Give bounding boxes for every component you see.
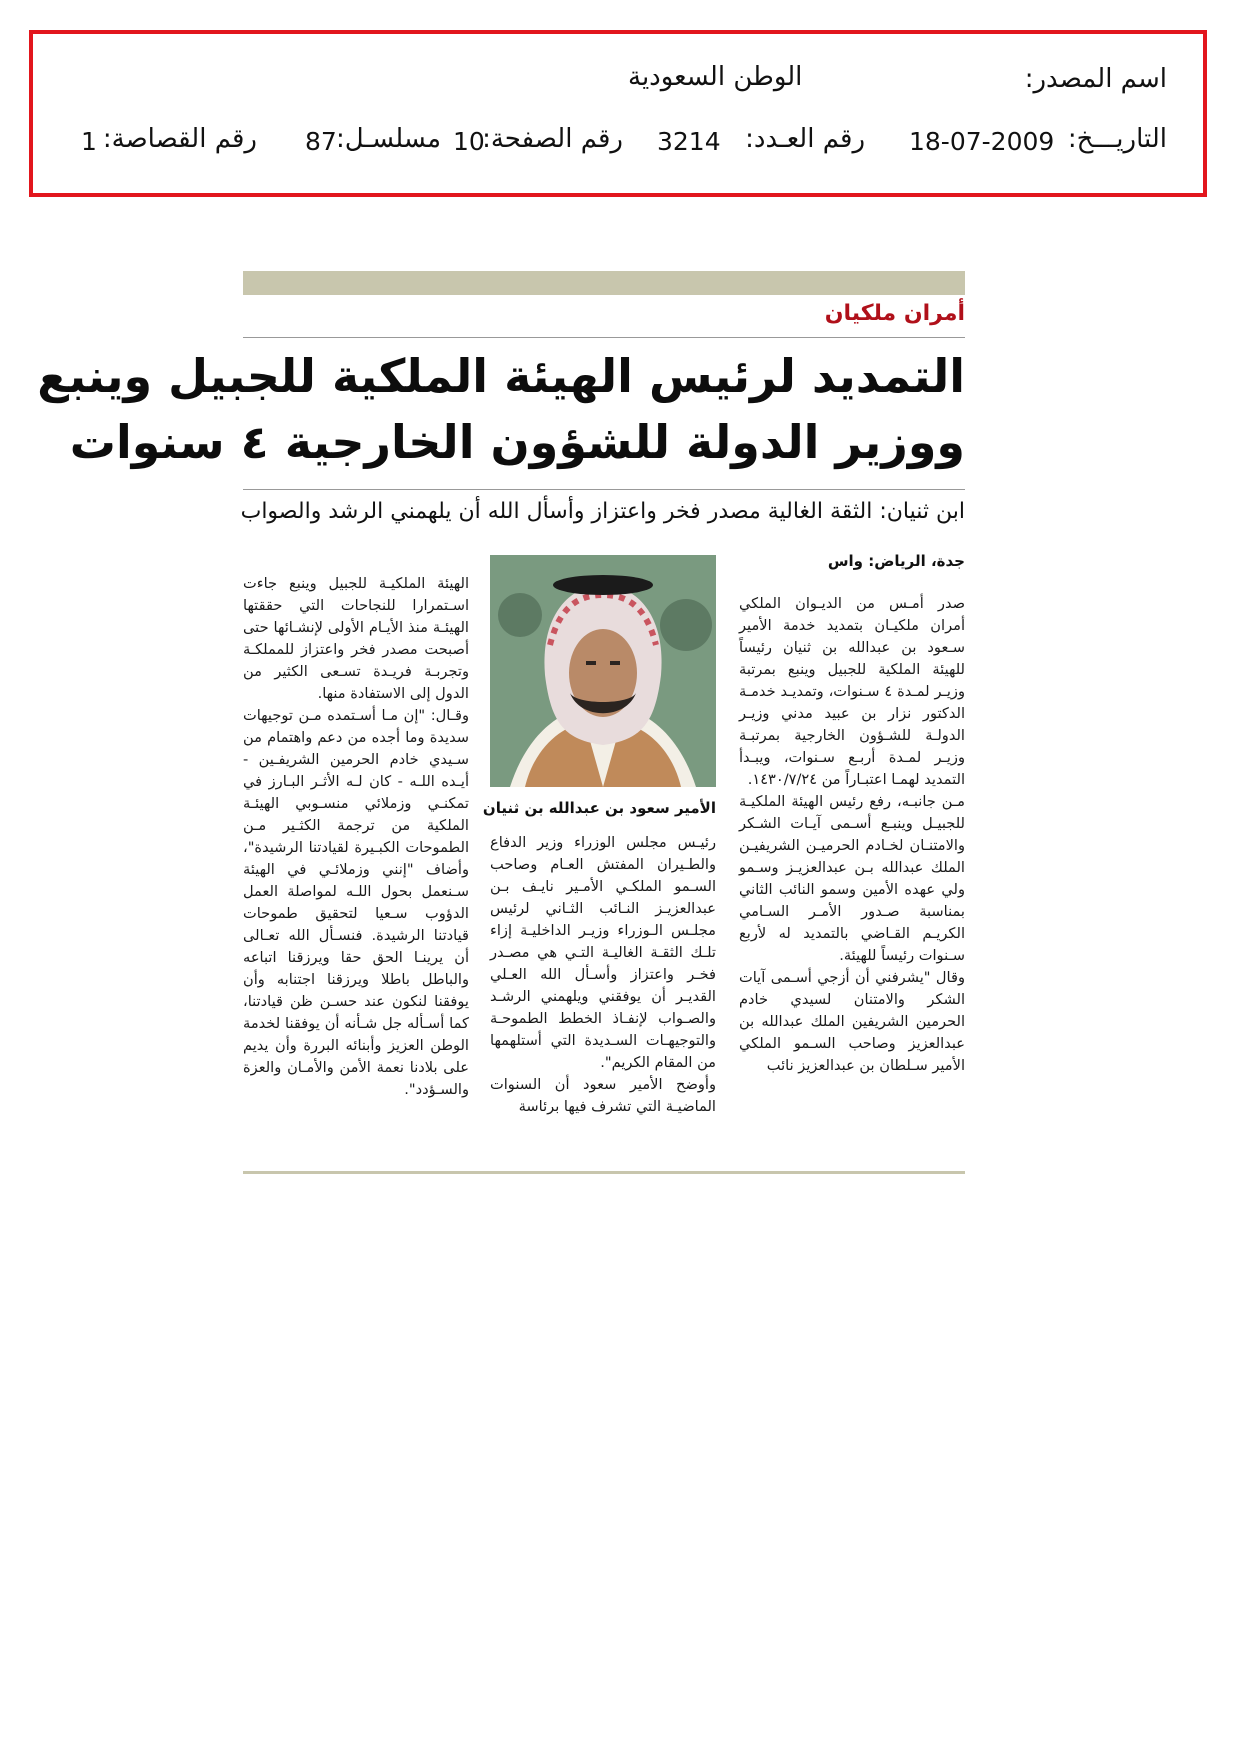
bottom-rule: [243, 1171, 965, 1174]
serial-value: 87: [305, 127, 337, 156]
page-value: 10: [453, 127, 485, 156]
source-value: الوطن السعودية: [628, 62, 803, 92]
date-label: التاريـــخ:: [1067, 124, 1167, 154]
article-kicker: أمران ملكيان: [824, 301, 965, 326]
article-dateline: جدة، الرياض: واس: [827, 552, 965, 570]
source-label: اسم المصدر:: [1024, 64, 1167, 94]
article-subhead: ابن ثنيان: الثقة الغالية مصدر فخر واعتزاز وأسأل الله أن يلهمني الرشد والصواب: [240, 499, 965, 524]
headline-line-1: التمديد لرئيس الهيئة الملكية للجبيل وينبع: [37, 349, 965, 403]
clip-label: رقم القصاصة:: [102, 124, 257, 154]
issue-value: 3214: [657, 127, 721, 156]
column-left: [243, 573, 469, 1101]
column-right-text: صدر أمـس من الديـوان الملكي أمران ملكيـان بتمديد خدمة الأمير سـعود بن عبدالله بن ثنيان رئيساً للهيئة الملكية للجبيل وينبع بمرتبة وزيـر لمـدة ٤ سـنوات، وتمديـد خدمـة الدكتور نزار بن عبيد مدني وزيـر الدولـة للشـؤون الخارجية بمرتبـة وزيـر لمـدة أربـع سـنوات، ويبـدأ التمديد لهمـا اعتبـاراً من ١٤٣٠/٧/٢٤. مـن جانبـه، رفع رئيس الهيئة الملكيـة للجبيـل وينبـع أسـمى آيـات الشـكر والامتنـان لخـادم الحرميـن الشريفيـن الملك عبدالله بـن عبدالعزيـز وسـمو ولي عهده الأمين وسمو النائب الثاني بمناسبة صـدور الأمـر السـامي الكريـم القـاضي بالتمديد له لأربع سـنوات رئيساً للهيئة. وقال "يشرفني أن أزجي أسـمى آيات الشكر والامتنان لسيدي خادم الحرمين الشريفين الملك عبدالله بن عبدالعزيز وصاحب السـمو الملكي الأمير سـلطان بن عبدالعزيز نائب: [739, 595, 965, 1074]
date-value: 18-07-2009: [909, 127, 1055, 156]
top-rule: [243, 271, 965, 295]
portrait-illustration: [490, 555, 716, 787]
kicker-divider: [243, 337, 965, 338]
issue-label: رقم العـدد:: [745, 124, 865, 154]
column-right: [739, 593, 965, 1077]
column-middle: [490, 832, 716, 1118]
page-label: رقم الصفحة:: [482, 124, 623, 154]
headline-line-2: ووزير الدولة للشؤون الخارجية ٤ سنوات: [69, 415, 965, 469]
clipping-metadata-box: [29, 30, 1207, 197]
column-middle-text: رئيـس مجلس الوزراء وزير الدفاع والطـيران المفتش العـام وصاحب السـمو الملكـي الأمـير نايـف بـن عبدالعزيـز النـائب الثـاني لرئيس مجلـس الـوزراء وزيـر الداخليـة إزاء تلـك الثقـة الغاليـة التـي هي مصـدر فخـر واعتزاز وأسـأل الله العـلي القديـر أن يوفقني ويلهمني الرشـد والصـواب لإنفـاذ الخطط الطموحـة والتوجيهـات السـديدة التي أستلهمها من المقام الكريم". وأوضح الأمير سعود أن السنوات الماضيـة التي تشرف فيها برئاسة: [490, 834, 716, 1115]
clip-value: 1: [81, 127, 97, 156]
news-article: [37, 271, 965, 1181]
serial-label: مسلسـل:: [336, 124, 441, 154]
portrait-photo: [490, 555, 716, 787]
photo-caption: الأمير سعود بن عبدالله بن ثنيان: [482, 799, 716, 817]
column-left-text: الهيئة الملكيـة للجبيل وينبع جاءت اسـتمرارا للنجاحات التي حققتها الهيئـة منذ الأيـام الأولى لإنشـائها حتى أصبحت مصدر فخر واعتزاز للمملكـة وتجربـة فريـدة تسـعى الكثير من الدول إلى الاستفادة منها. وقـال: "إن مـا أسـتمده مـن توجيهات سديدة وما أجده من دعم واهتمام من سـيدي خادم الحرمين الشريفـين - أيـده اللـه - كان لـه الأثـر البـارز في تمكنـي وزملائي منسـوبي الهيئـة الملكية من ترجمة الكثـير مـن الطموحات الكبـيرة لقيادتنا الرشيدة"، وأضاف "إنني وزملائـي في الهيئة سـنعمل بحول اللـه لمواصلة العمل الدؤوب سـعيا لتحقيق طموحات قيادتنا الرشيدة. فنسـأل الله تعـالى أن يرينـا الحق حقا ويرزقنا اتباعه والباطل باطلا ويرزقنا اجتنابه وأن يوفقنا لنكون عند حسـن ظن قيادتنا، كما أسـأله جل شـأنه أن يوفقنا لخدمة الوطن العزيز وأبنائه البررة وأن يديم على بلادنا نعمة الأمن والأمـان والعزة والسـؤدد".: [243, 575, 469, 1098]
headline-divider: [243, 489, 965, 490]
